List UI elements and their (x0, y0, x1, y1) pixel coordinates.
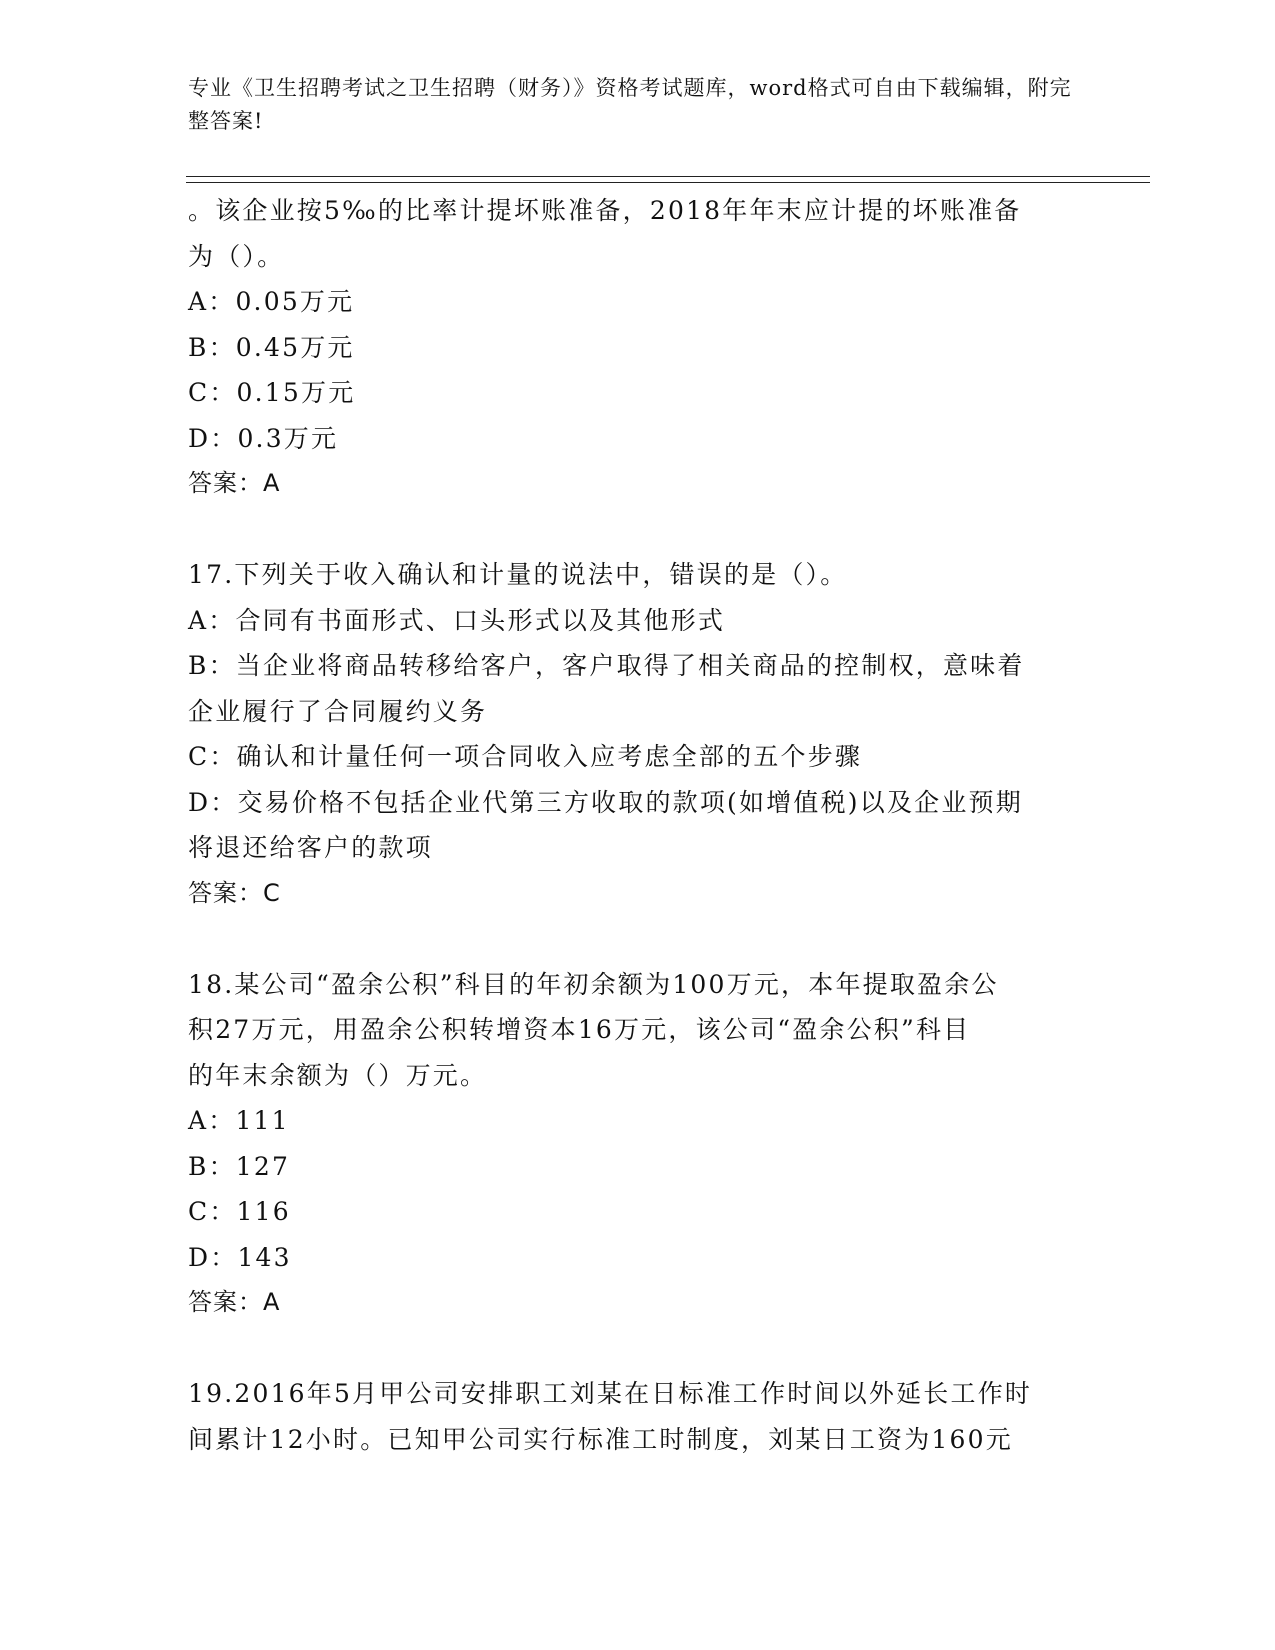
option-b: B：0.45万元 (188, 332, 355, 362)
question-17 (188, 552, 1078, 916)
option-d: D：0.3万元 (188, 423, 339, 453)
option-a: A：合同有书面形式、口头形式以及其他形式 (188, 605, 726, 635)
option-c: C：确认和计量任何一项合同收入应考虑全部的五个步骤 (188, 742, 863, 771)
question-text-line: 为（）。 (188, 241, 285, 271)
question-text-line: 积27万元，用盈余公积转增资本16万元，该公司“盈余公积”科目 (188, 1015, 971, 1044)
option-a: A：0.05万元 (188, 287, 355, 316)
answer-text: 答案：C (188, 878, 281, 907)
question-16 (188, 188, 1078, 507)
question-spacer (188, 1326, 1078, 1372)
question-19 (188, 1371, 1078, 1462)
question-list (188, 188, 1078, 1462)
option-c: C：116 (188, 1197, 291, 1226)
answer-text: 答案：A (188, 469, 281, 497)
document-header: 专业《卫生招聘考试之卫生招聘（财务）》资格考试题库，word格式可自由下载编辑，附完整答案! (188, 76, 1072, 133)
question-text-line: 17.下列关于收入确认和计量的说法中，错误的是（）。 (188, 560, 848, 589)
option-d: D：143 (188, 1242, 292, 1272)
question-spacer (188, 507, 1078, 553)
option-c: C：0.15万元 (188, 378, 356, 407)
option-a: A：111 (188, 1106, 290, 1135)
header-divider-top (186, 176, 1150, 177)
question-text-line: 19.2016年5月甲公司安排职工刘某在日标准工作时间以外延长工作时 (188, 1379, 1033, 1408)
question-spacer (188, 916, 1078, 962)
question-18 (188, 962, 1078, 1326)
option-b: B：127 (188, 1151, 291, 1181)
option-b-continued: 企业履行了合同履约义务 (188, 696, 488, 726)
answer-text: 答案：A (188, 1288, 281, 1316)
question-text-line: 18.某公司“盈余公积”科目的年初余额为100万元，本年提取盈余公 (188, 969, 999, 999)
question-text-line: 。该企业按5‰的比率计提坏账准备，2018年年末应计提的坏账准备 (188, 196, 1022, 225)
option-d-continued: 将退还给客户的款项 (188, 833, 433, 862)
option-d: D：交易价格不包括企业代第三方收取的款项(如增值税)以及企业预期 (188, 787, 1023, 817)
question-text-line: 的年末余额为（）万元。 (188, 1060, 488, 1090)
option-b: B：当企业将商品转移给客户，客户取得了相关商品的控制权，意味着 (188, 651, 1025, 680)
question-text-line: 间累计12小时。已知甲公司实行标准工时制度，刘某日工资为160元 (188, 1424, 1013, 1454)
header-divider-bottom (186, 182, 1150, 183)
